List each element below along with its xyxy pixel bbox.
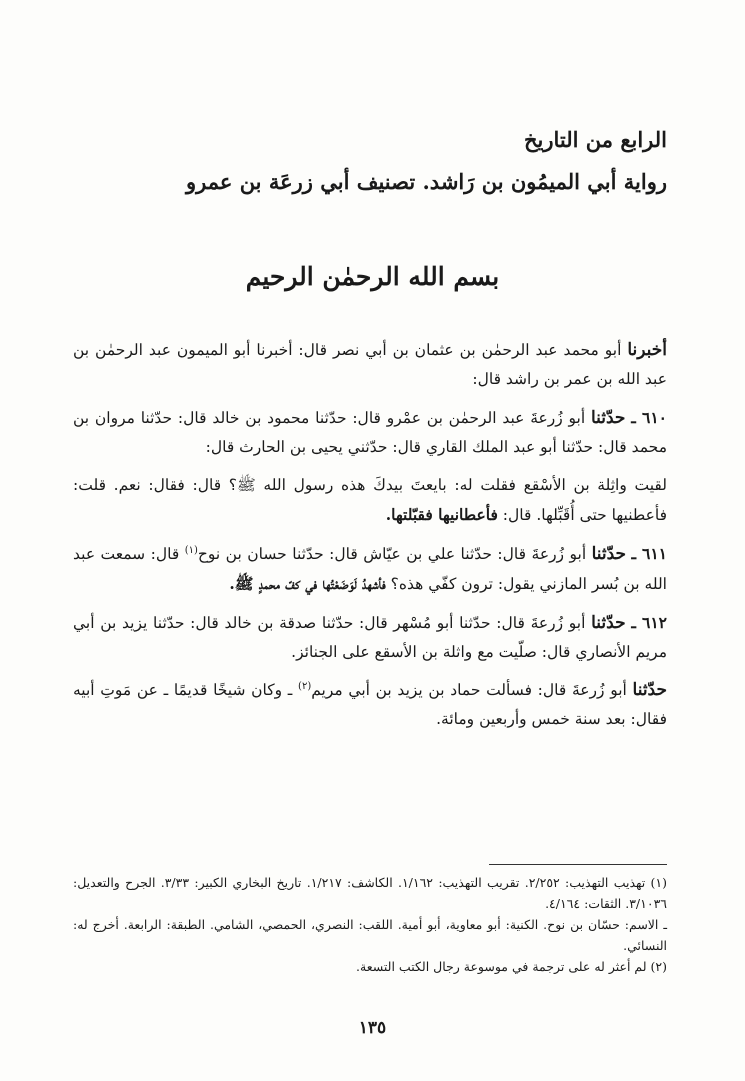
- entry-611: [73, 539, 667, 599]
- intro-text: أبو محمد عبد الرحمٰن بن عثمان بن أبي نصر قال: أخبرنا أبو الميمون عبد الرحمٰن بن عبد الله بن عمر بن راشد قال:: [73, 341, 667, 388]
- entry-lead: حدّثنا: [632, 680, 667, 700]
- entry-isnad: أبو زُرعةَ عبد الرحمٰن بن عمْرو قال: حدّثنا محمود بن خالد قال: حدّثنا مروان بن محمد قال: حدّثنا أبو عبد الملك القاري قال: حدّثني يحيى بن الحارث قال:: [73, 409, 667, 456]
- footnote-divider: [489, 864, 667, 865]
- entry-lead: حدّثنا: [591, 613, 626, 633]
- entry-text-bold: فأشهدُ لَوَضَعْتُها في كفّ محمدٍ ﷺ.: [229, 574, 386, 593]
- entry-610-matn: [73, 471, 667, 530]
- entry-610-isnad: [73, 403, 667, 462]
- entry-lead: حدّثنا: [590, 408, 626, 428]
- footnote-marker-1[interactable]: (١): [184, 544, 198, 556]
- entry-text: أبو زُرعةَ قال: حدّثنا علي بن عيّاش قال: حدّثنا حسان بن نوح: [197, 545, 592, 563]
- footnote-marker-2[interactable]: (٢): [298, 680, 312, 692]
- footnote-1-details: ـ الاسم: حسّان بن نوح. الكنية: أبو معاوية، أبو أمية. اللقب: النصري، الحمصي، الشامي. الطبقة: الرابعة. أخرج له: النسائي.: [73, 917, 667, 953]
- page-number: ١٣٥: [358, 1018, 387, 1038]
- footnote-2: (٢) لم أعثر له على ترجمة في موسوعة رجال الكتب التسعة.: [356, 959, 667, 974]
- footnotes: [73, 872, 667, 977]
- entry-number: ٦١٠ ـ: [631, 408, 667, 427]
- main-text: [73, 336, 667, 743]
- intro-lead: أخبرنا: [627, 340, 667, 360]
- running-title: الرابع من التاريخ: [523, 127, 667, 152]
- entry-number: ٦١١ ـ: [631, 544, 668, 563]
- entry-matn-bold: فأعطانيها فقبّلتها.: [385, 505, 498, 524]
- entry-612: [73, 608, 667, 667]
- entry-text: ـ وكان شيخًا قديمًا ـ عن مَوتِ أبيه فقال: بعد سنة خمس وأربعين ومائة.: [73, 681, 667, 728]
- footnote-1: (١) تهذيب التهذيب: ٢/٢٥٢. تقريب التهذيب: ١/١٦٢. الكاشف: ١/٢١٧. تاريخ البخاري الكبير: ٣/٣٣. الجرح والتعديل: ٣/١٠٣٦. الثقات: ٤/١٦٤.: [73, 875, 668, 911]
- entry-text: قال: سمعت عبد الله بن بُسر المازني يقول: ترون كفّي هذه؟: [73, 545, 667, 593]
- intro-paragraph: [73, 336, 667, 394]
- basmala-heading: بسم الله الرحمٰن الرحيم: [245, 262, 500, 291]
- entry-text: أبو زُرعةَ قال: فسألت حماد بن يزيد بن أبي مريم: [311, 681, 633, 699]
- entry-number: ٦١٢ ـ: [631, 613, 668, 632]
- entry-text: أبو زُرعةَ قال: حدّثنا أبو مُسْهر قال: حدّثنا صدقة بن خالد قال: حدّثنا يزيد بن أبي مريم الأنصاري قال: صلّيت مع واثلة بن الأسقع على الجنائز.: [73, 614, 667, 661]
- entry-612-continuation: [73, 676, 667, 734]
- book-subtitle: رواية أبي الميمُون بن رَاشد. تصنيف أبي زرعَة بن عمرو: [185, 169, 667, 194]
- entry-lead: حدّثنا: [591, 544, 627, 564]
- entry-matn: لقيت واثِلة بن الأسْقع فقلت له: بايعتَ بيدكَ هذه رسول الله ﷺ؟ قال: فقال: نعم. قلت: فأعطنيها حتى أُقَبِّلها. قال:: [73, 476, 667, 524]
